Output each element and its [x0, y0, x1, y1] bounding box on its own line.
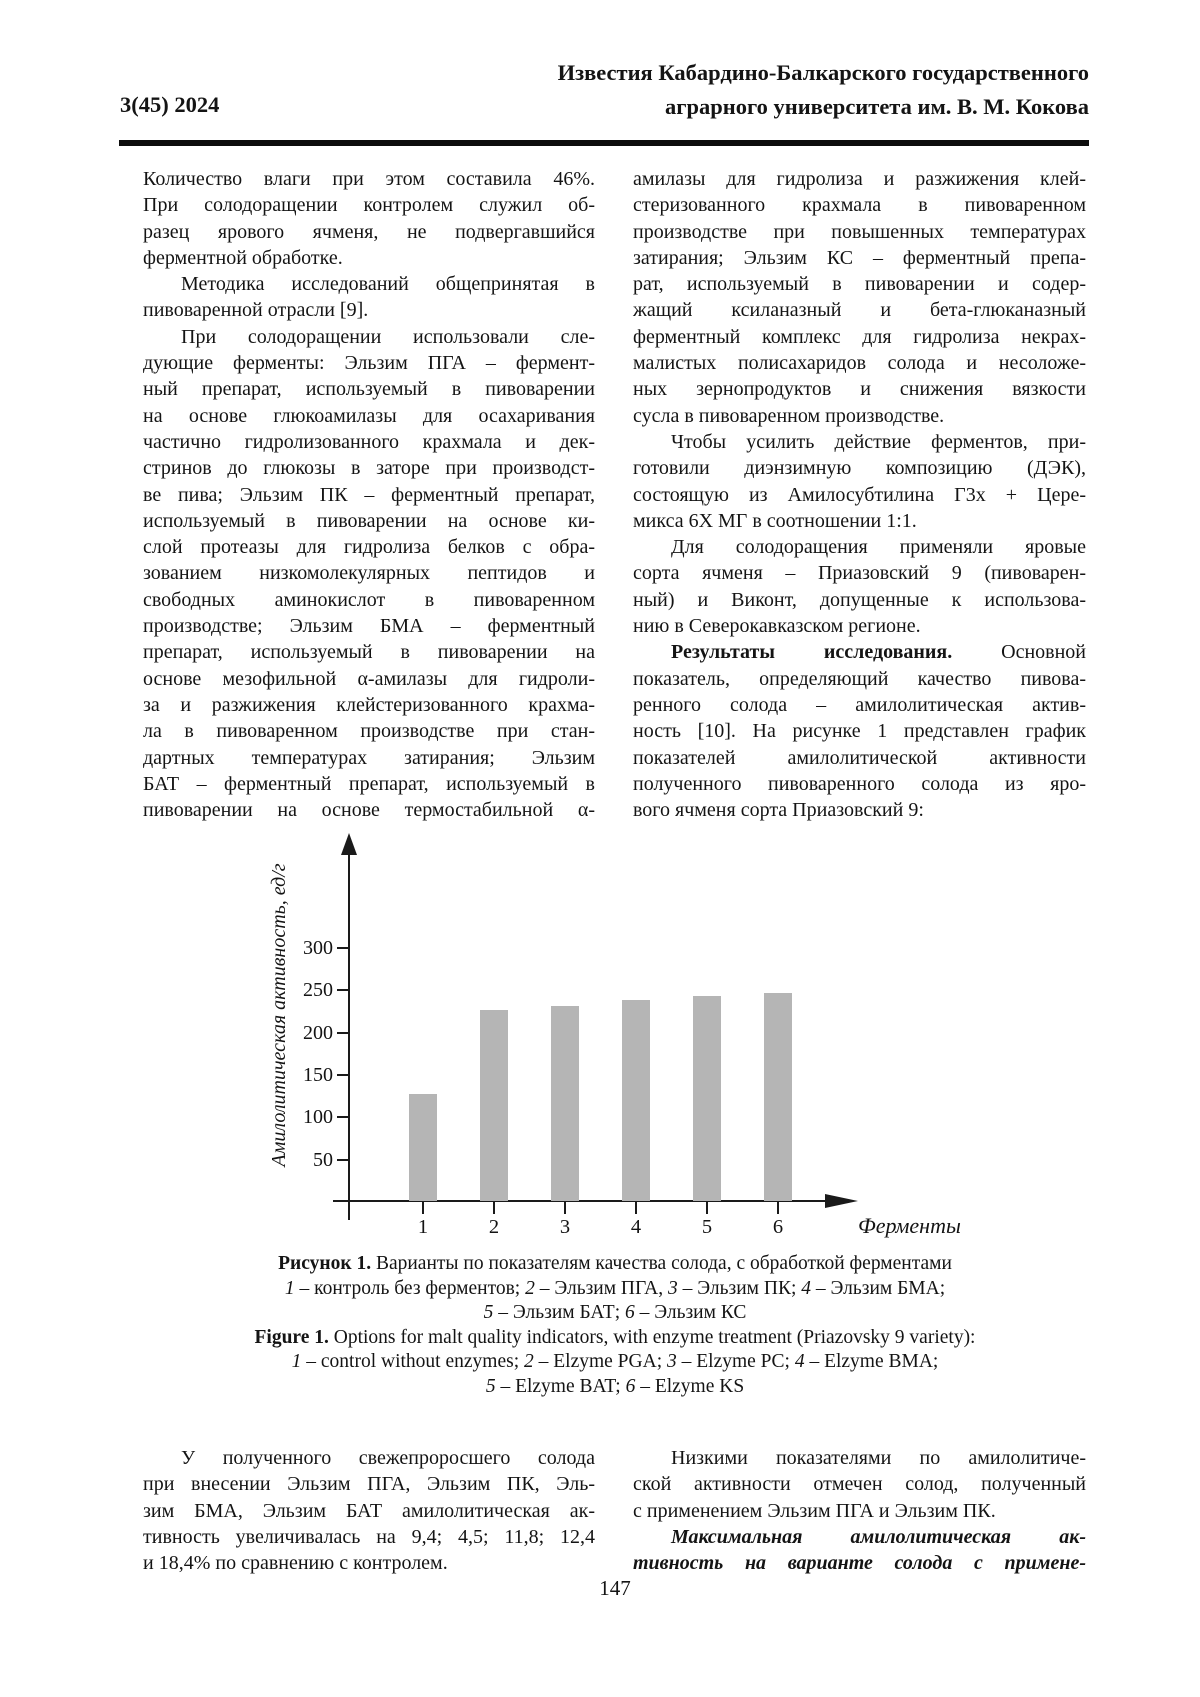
text-run: основе мезофильной α-амилазы для гидроли-: [143, 667, 595, 690]
chart-bar: [551, 1006, 579, 1201]
text-run: жащий ксиланазный и бета-глюканазный: [633, 299, 1086, 322]
figure-caption-en-line: [143, 1350, 1087, 1375]
body-text-line: [633, 1445, 1086, 1471]
paragraph: [633, 639, 1086, 823]
figure-caption-en-line: [143, 1326, 1087, 1351]
body-text-line: [633, 429, 1086, 455]
paragraph: [143, 271, 595, 324]
text-run: Figure 1.: [254, 1326, 329, 1348]
body-text-line: [143, 1550, 595, 1576]
body-text-line: [633, 455, 1086, 481]
body-text-line: [143, 1471, 595, 1497]
journal-title-line2: аграрного университета им. В. М. Кокова: [665, 94, 1089, 119]
text-run: ный) и Виконт, допущенные к использова-: [633, 588, 1086, 611]
text-column-bottom-left: [143, 1445, 595, 1576]
body-text-line: [143, 718, 595, 744]
text-run: – Эльзим ПК;: [677, 1277, 802, 1299]
body-text-line: [633, 166, 1086, 192]
text-run: 5: [483, 1302, 494, 1323]
body-text-line: [633, 666, 1086, 692]
text-run: готовили диэнзимную композицию (ДЭК),: [633, 457, 1086, 480]
body-text-line: [143, 639, 595, 665]
body-text-line: [633, 1524, 1086, 1550]
text-run: на основе глюкоамилазы для осахаривания: [143, 404, 595, 427]
text-run: тивность на варианте солода с примене-: [633, 1552, 1086, 1575]
text-run: БАТ – ферментный препарат, используемый в: [143, 772, 595, 795]
body-text-line: [143, 692, 595, 718]
text-run: При солодоращении использовали сле-: [181, 325, 595, 348]
body-text-line: [633, 350, 1086, 376]
body-text-line: [143, 1498, 595, 1524]
text-run: разец ярового ячменя, не подвергавшийся: [143, 220, 595, 243]
page-number: 147: [599, 1576, 631, 1600]
text-run: 5: [485, 1375, 496, 1397]
y-axis-tick: [337, 1032, 349, 1034]
body-text-line: [143, 797, 595, 823]
body-text-line: [143, 1524, 595, 1550]
body-text-line: [143, 666, 595, 692]
text-run: производстве; Эльзим БМА – ферментный: [143, 615, 595, 638]
text-run: – Эльзим БАТ;: [493, 1302, 625, 1323]
text-run: ный препарат, используемый в пивоварении: [143, 378, 595, 401]
text-run: 4: [801, 1277, 811, 1299]
body-text-line: [143, 1445, 595, 1471]
text-run: ла в пивоваренном производстве при стан-: [143, 720, 595, 743]
text-run: – Эльзим БМА;: [811, 1277, 946, 1299]
text-run: и 18,4% по сравнению с контролем.: [143, 1552, 448, 1575]
text-run: – control without enzymes;: [301, 1351, 524, 1372]
text-run: 3: [668, 1277, 678, 1299]
y-axis-tick-label: 250: [303, 979, 333, 1002]
body-text-line: [143, 771, 595, 797]
text-run: при внесении Эльзим ПГА, Эльзим ПК, Эль-: [143, 1473, 595, 1496]
paragraph: [633, 1524, 1086, 1577]
text-run: амилазы для гидролиза и разжижения клей-: [633, 168, 1086, 190]
body-text-line: [633, 271, 1086, 297]
text-run: показателей амилолитической активности: [633, 746, 1086, 769]
text-run: производстве при повышенных температурах: [633, 220, 1086, 243]
text-run: Чтобы усилить действие ферментов, при-: [671, 430, 1086, 453]
text-run: Методика исследований общепринятая в: [181, 273, 595, 296]
text-run: – Elzyme KS: [635, 1375, 745, 1397]
body-text-line: [633, 534, 1086, 560]
body-text-line: [143, 297, 595, 323]
text-column-top-left: [143, 166, 595, 823]
issue-number: 3(45) 2024: [120, 92, 220, 117]
y-axis-tick: [337, 1074, 349, 1076]
body-text-line: [633, 403, 1086, 429]
text-run: зованием низкомолекулярных пептидов и: [143, 562, 595, 585]
body-text-line: [143, 534, 595, 560]
text-column-top-right: [633, 166, 1086, 823]
text-run: – Эльзим КС: [634, 1302, 747, 1323]
y-axis-tick-label: 50: [313, 1148, 333, 1171]
chart-bar: [480, 1010, 508, 1201]
text-run: – контроль без ферментов;: [294, 1277, 526, 1299]
text-run: дартных температурах затирания; Эльзим: [143, 746, 595, 769]
body-text-line: [633, 613, 1086, 639]
body-text-line: [633, 324, 1086, 350]
text-run: затирания; Эльзим КС – ферментный препа-: [633, 246, 1086, 269]
x-axis-tick-label: 4: [630, 1216, 642, 1238]
y-axis-tick: [337, 947, 349, 949]
text-run: ве пива; Эльзим ПК – ферментный препарат,: [143, 483, 595, 506]
body-text-line: [633, 508, 1086, 534]
text-run: стеризованного крахмала в пивоваренном: [633, 194, 1086, 217]
text-run: за и разжижения клейстеризованного крахма-: [143, 693, 595, 716]
body-text-line: [143, 245, 595, 271]
text-run: Низкими показателями по амилолитиче-: [671, 1447, 1086, 1469]
figure-caption-ru-line: [143, 1301, 1087, 1326]
text-run: Количество влаги при этом составила 46%.: [143, 168, 595, 190]
text-run: При солодоращении контролем служил об-: [143, 194, 595, 217]
text-run: ферментный комплекс для гидролиза некрах-: [633, 325, 1086, 348]
body-text-line: [143, 455, 595, 481]
text-run: 1: [284, 1277, 295, 1299]
text-run: 4: [794, 1351, 805, 1372]
text-run: сусла в пивоваренном производстве.: [633, 404, 945, 427]
text-run: Для солодоращения применяли яровые: [671, 536, 1086, 559]
text-run: 6: [625, 1375, 636, 1397]
y-axis-tick-label: 300: [303, 936, 333, 959]
body-text-line: [633, 219, 1086, 245]
body-text-line: [633, 297, 1086, 323]
text-run: вого ячменя сорта Приазовский 9:: [633, 799, 924, 822]
x-axis-tick: [564, 1202, 566, 1214]
text-run: – Elzyme BAT;: [495, 1375, 626, 1397]
chart-bar: [622, 1000, 650, 1201]
body-text-line: [633, 797, 1086, 823]
body-text-line: [143, 271, 595, 297]
text-column-bottom-right: [633, 1445, 1086, 1576]
x-axis-tick-label: 5: [701, 1216, 713, 1238]
x-axis-arrow-icon: [825, 1194, 858, 1208]
body-text-line: [143, 508, 595, 534]
x-axis-tick-label: 1: [417, 1216, 429, 1238]
text-run: сорта ячменя – Приазовский 9 (пивоварен-: [633, 562, 1086, 585]
text-run: Рисунок 1.: [278, 1253, 372, 1274]
x-axis-tick: [493, 1202, 495, 1214]
y-axis-tick-label: 100: [303, 1106, 333, 1129]
text-run: – Elzyme BMA;: [804, 1351, 939, 1372]
body-text-line: [633, 245, 1086, 271]
text-run: частично гидролизованного крахмала и дек-: [143, 430, 595, 453]
text-run: ность [10]. На рисунке 1 представлен график: [633, 720, 1086, 743]
chart-bar: [693, 996, 721, 1201]
body-text-line: [633, 1471, 1086, 1497]
text-run: используемый в пивоварении на основе ки-: [143, 509, 595, 532]
text-run: рат, используемый в пивоварении и содер-: [633, 273, 1086, 296]
journal-title: [558, 56, 1089, 124]
text-run: 1: [291, 1351, 302, 1372]
text-run: стринов до глюкозы в заторе при производст-: [143, 457, 595, 480]
x-axis-tick-label: 2: [488, 1216, 500, 1238]
paragraph: [633, 166, 1086, 429]
text-run: с применением Эльзим ПГА и Эльзим ПК.: [633, 1499, 996, 1522]
body-text-line: [633, 745, 1086, 771]
body-text-line: [633, 639, 1086, 665]
text-run: пивоварении на основе термостабильной α-: [143, 799, 595, 822]
text-run: – Elzyme PC;: [676, 1351, 795, 1372]
body-text-line: [633, 692, 1086, 718]
text-run: тивность увеличивалась на 9,4; 4,5; 11,8; 12,4: [143, 1525, 595, 1548]
x-axis-line: [333, 1200, 825, 1202]
body-text-line: [143, 350, 595, 376]
text-run: малистых полисахаридов солода и несоложе-: [633, 352, 1086, 375]
y-axis-tick: [337, 1116, 349, 1118]
figure-caption-ru-line: [143, 1277, 1087, 1302]
x-axis-tick-label: 6: [772, 1216, 784, 1238]
body-text-line: [633, 1550, 1086, 1576]
body-text-line: [633, 560, 1086, 586]
text-run: дующие ферменты: Эльзим ПГА – фермент-: [143, 352, 595, 375]
text-run: нию в Северокавказском регионе.: [633, 615, 921, 638]
text-run: – Эльзим ПГА,: [534, 1277, 669, 1299]
text-run: пивоваренной отрасли [9].: [143, 299, 369, 322]
text-run: 6: [624, 1302, 635, 1323]
body-text-line: [143, 613, 595, 639]
text-run: ферментной обработке.: [143, 246, 343, 269]
body-text-line: [143, 429, 595, 455]
y-axis-arrow-icon: [341, 833, 357, 855]
paragraph: [143, 324, 595, 824]
x-axis-tick: [635, 1202, 637, 1214]
text-run: ской активности отмечен солод, полученный: [633, 1473, 1086, 1496]
text-run: 2: [525, 1277, 535, 1299]
x-axis-tick-label: 3: [559, 1216, 571, 1238]
x-axis-label: Ферменты: [858, 1213, 961, 1238]
figure-caption: [143, 1252, 1087, 1399]
body-text-line: [143, 376, 595, 402]
chart-bar: [764, 993, 792, 1201]
y-axis-tick-label: 200: [303, 1021, 333, 1044]
body-text-line: [633, 587, 1086, 613]
body-text-line: [633, 771, 1086, 797]
paragraph: [633, 534, 1086, 639]
text-run: полученного пивоваренного солода из яро-: [633, 772, 1086, 795]
body-text-line: [143, 745, 595, 771]
body-text-line: [633, 482, 1086, 508]
x-axis-tick: [777, 1202, 779, 1214]
body-text-line: [143, 403, 595, 429]
body-text-line: [143, 219, 595, 245]
body-text-line: [143, 482, 595, 508]
paragraph: [633, 429, 1086, 534]
y-axis-tick-label: 150: [303, 1063, 333, 1086]
text-run: микса 6Х МГ в соотношении 1:1.: [633, 509, 917, 532]
y-axis-label: Амилолитическая активность, ед/г: [268, 863, 290, 1167]
text-run: Результаты исследования.: [671, 641, 953, 664]
text-run: 2: [524, 1351, 534, 1372]
paragraph: [143, 166, 595, 271]
header-rule: [119, 140, 1089, 146]
text-run: ных зернопродуктов и снижения вязкости: [633, 378, 1086, 401]
body-text-line: [143, 587, 595, 613]
journal-title-line1: Известия Кабардино-Балкарского государственного: [557, 60, 1089, 85]
text-run: Основной: [952, 641, 1086, 664]
text-run: – Elzyme PGA;: [533, 1351, 667, 1372]
text-run: Варианты по показателям качества солода, с обработкой ферментами: [371, 1253, 952, 1274]
text-run: Options for malt quality indicators, with enzyme treatment (Priazovsky 9 variety):: [328, 1326, 976, 1348]
y-axis-tick: [337, 989, 349, 991]
body-text-line: [633, 1498, 1086, 1524]
x-axis-tick: [706, 1202, 708, 1214]
text-run: показатель, определяющий качество пивова-: [633, 667, 1086, 690]
paragraph: [633, 1445, 1086, 1524]
x-axis-tick: [422, 1202, 424, 1214]
text-run: препарат, используемый в пивоварении на: [143, 641, 595, 664]
y-axis-line: [348, 836, 350, 1220]
body-text-line: [143, 192, 595, 218]
text-run: состоящую из Амилосубтилина Г3х + Цере-: [633, 483, 1086, 506]
body-text-line: [143, 324, 595, 350]
y-axis-tick: [337, 1159, 349, 1161]
body-text-line: [633, 376, 1086, 402]
text-run: У полученного свежепроросшего солода: [181, 1447, 595, 1469]
body-text-line: [633, 718, 1086, 744]
chart-bar: [409, 1094, 437, 1201]
body-text-line: [633, 192, 1086, 218]
text-run: ренного солода – амилолитическая актив-: [633, 693, 1086, 716]
text-run: свободных аминокислот в пивоваренном: [143, 588, 595, 611]
figure-caption-ru-line: [143, 1252, 1087, 1277]
body-text-line: [143, 560, 595, 586]
text-run: 3: [666, 1351, 677, 1372]
body-text-line: [143, 166, 595, 192]
paragraph: [143, 1445, 595, 1576]
figure-caption-en-line: [143, 1375, 1087, 1400]
text-run: слой протеазы для гидролиза белков с обра-: [143, 536, 595, 559]
text-run: зим БМА, Эльзим БАТ амилолитическая ак-: [143, 1499, 595, 1522]
text-run: Максимальная амилолитическая ак-: [671, 1525, 1086, 1548]
